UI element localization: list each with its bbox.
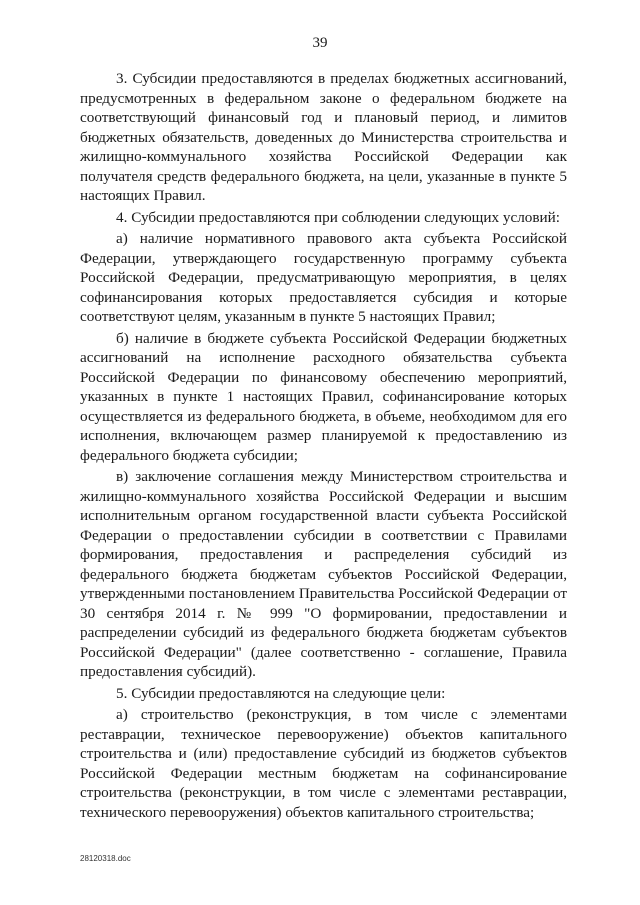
- document-body: [80, 69, 567, 824]
- paragraph-4a: а) наличие нормативного правового акта субъекта Российской Федерации, утверждающего государственную программу субъекта Российской Федерации, предусматривающую мероприятия, в целях софинансирования которых предоставляется субсидия и которые соответствуют целям, указанным в пункте 5 настоящих Правил;: [80, 230, 567, 325]
- footer-file-code: 28120318.doc: [80, 854, 131, 863]
- paragraph-5: 5. Субсидии предоставляются на следующие цели:: [116, 684, 446, 702]
- paragraph-4v: в) заключение соглашения между Министерством строительства и жилищно-коммунального хозяйства Российской Федерации и высшим исполнительным органом государственной власти субъекта Российской Федерации о предоставлении субсидии в соответствии с Правилами формирования, предоставления и распределения субсидий из федерального бюджета бюджетам субъектов Российской Федерации, утвержденными постановлением Правительства Российской Федерации от 30 сентября 2014 г. № 999 "О формировании, предоставлении и распределении субсидий из федерального бюджета бюджетам субъектов Российской Федерации" (далее соответственно - соглашение, Правила предоставления субсидий).: [80, 468, 567, 680]
- paragraph-3: 3. Субсидии предоставляются в пределах бюджетных ассигнований, предусмотренных в федеральном законе о федеральном бюджете на соответствующий финансовый год и плановый период, и лимитов бюджетных обязательств, доведенных до Министерства строительства и жилищно-коммунального хозяйства Российской Федерации как получателя средств федерального бюджета, на цели, указанные в пункте 5 настоящих Правил.: [80, 70, 567, 204]
- paragraph-4b: б) наличие в бюджете субъекта Российской Федерации бюджетных ассигнований на исполнение расходного обязательства субъекта Российской Федерации по финансовому обеспечению мероприятий, указанных в пункте 1 настоящих Правил, софинансирование которых осуществляется из федерального бюджета, в объеме, необходимом для его исполнения, включающем размер планируемой к предоставлению из федерального бюджета субсидии;: [80, 329, 567, 464]
- paragraph-5a: а) строительство (реконструкция, в том числе с элементами реставрации, техническое перевооружение) объектов капитального строительства и (или) предоставление субсидий из бюджетов субъектов Российской Федерации местным бюджетам на софинансирование строительства (реконструкции, в том числе с элементами реставрации, технического перевооружения) объектов капитального строительства;: [80, 706, 567, 821]
- paragraph-4: 4. Субсидии предоставляются при соблюдении следующих условий:: [116, 208, 561, 226]
- page-number: 39: [312, 35, 328, 51]
